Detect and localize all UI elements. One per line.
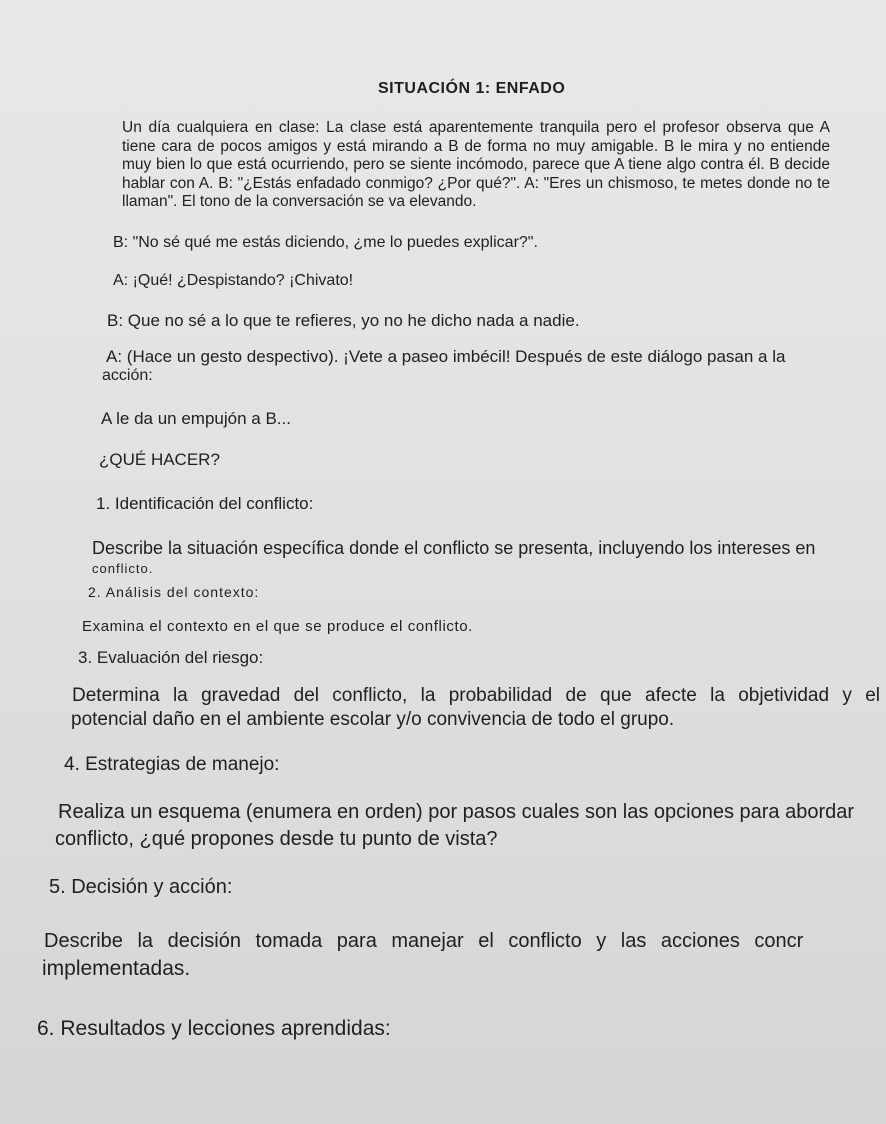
section-4-heading: 4. Estrategias de manejo: (64, 754, 280, 775)
section-5-heading: 5. Decisión y acción: (49, 876, 233, 898)
section-3-body: Determina la gravedad del conflicto, la probabilidad de que afecte la objetividad y el (72, 685, 880, 706)
section-4-body: Realiza un esquema (enumera en orden) por pasos cuales son las opciones para abordar (58, 801, 855, 823)
section-1-body-continued: conflicto. (92, 561, 154, 576)
question-heading: ¿QUÉ HACER? (99, 450, 220, 469)
intro-paragraph: Un día cualquiera en clase: La clase está aparentemente tranquila pero el profesor observa que A tiene cara de pocos amigos y está mirando a B de forma no muy amigable. B le mira y no entiende muy bien lo que está ocurriendo, pero se siente incómodo, parece que A tiene algo contra él. B decide hablar con A. B: "¿Estás enfadado conmigo? ¿Por qué?". A: "Eres un chismoso, te metes donde no te llaman". El tono de la conversación se va elevando. (122, 119, 830, 211)
section-3-heading: 3. Evaluación del riesgo: (78, 648, 264, 667)
section-4-body-continued: conflicto, ¿qué propones desde tu punto de vista? (55, 828, 498, 850)
dialogue-line-4-continued: acción: (102, 367, 153, 384)
section-3-body-continued: potencial daño en el ambiente escolar y/o convivencia de todo el grupo. (71, 709, 675, 730)
push-line: A le da un empujón a B... (101, 409, 291, 428)
section-6-heading: 6. Resultados y lecciones aprendidas: (37, 1017, 391, 1040)
section-2-heading: 2. Análisis del contexto: (88, 584, 260, 600)
page-title: SITUACIÓN 1: ENFADO (378, 80, 566, 97)
section-5-body-continued: implementadas. (42, 957, 191, 980)
dialogue-line-2: A: ¡Qué! ¿Despistando? ¡Chivato! (113, 272, 354, 289)
dialogue-line-4: A: (Hace un gesto despectivo). ¡Vete a paseo imbécil! Después de este diálogo pasan a la (106, 347, 786, 366)
section-2-body: Examina el contexto en el que se produce el conflicto. (82, 618, 473, 635)
section-5-body: Describe la decisión tomada para manejar el conflicto y las acciones concr (44, 930, 804, 952)
section-1-body: Describe la situación específica donde el conflicto se presenta, incluyendo los intereses en (92, 538, 816, 558)
section-1-heading: 1. Identificación del conflicto: (96, 494, 314, 513)
dialogue-line-1: B: "No sé qué me estás diciendo, ¿me lo puedes explicar?". (113, 234, 538, 251)
dialogue-line-3: B: Que no sé a lo que te refieres, yo no he dicho nada a nadie. (107, 311, 580, 330)
